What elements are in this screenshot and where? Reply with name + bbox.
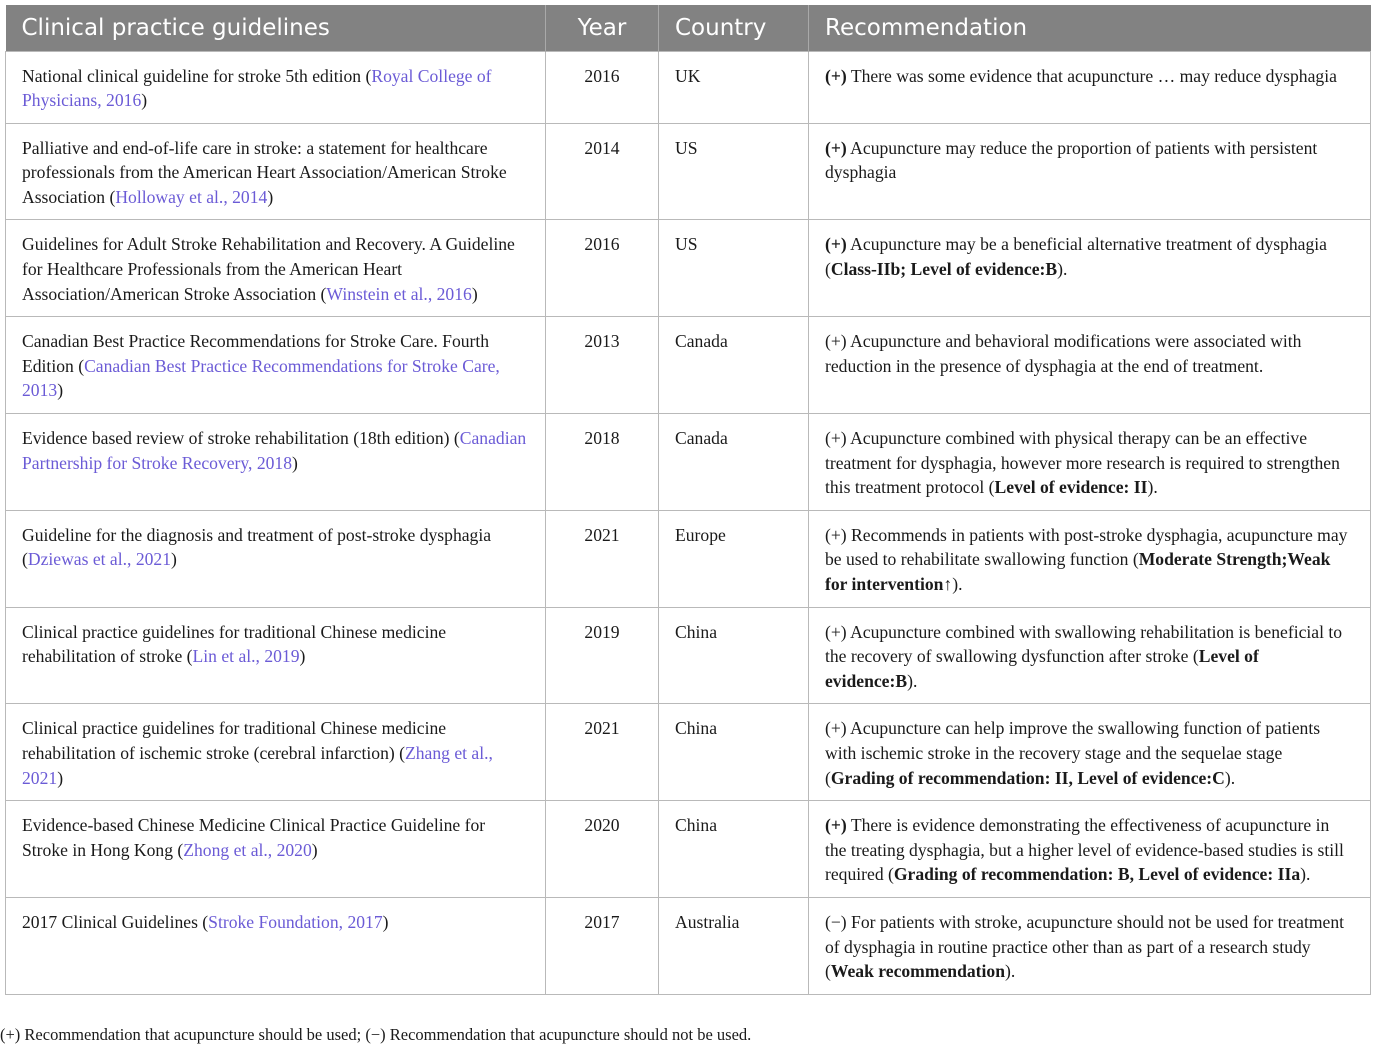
recommendation-bold-text: (+) <box>825 65 847 86</box>
citation-link[interactable]: Canadian Partnership for Stroke Recovery, 2018 <box>22 428 527 473</box>
recommendation-bold-text: Grading of recommendation: II, Level of evidence:C <box>830 767 1225 788</box>
citation-link[interactable]: Canadian Best Practice Recommendations for Stroke Care, 2013 <box>22 355 500 401</box>
table-row <box>6 897 1371 994</box>
year-cell: 2013 <box>546 317 659 414</box>
header-recommendation: Recommendation <box>809 5 1371 51</box>
guideline-cell <box>6 414 546 511</box>
year-cell: 2018 <box>546 414 659 511</box>
country-cell: US <box>659 220 809 317</box>
guideline-title: Evidence-based Chinese Medicine Clinical Practice Guideline for Stroke in Hong Kong ( <box>22 815 486 860</box>
citation-close: ) <box>57 767 64 788</box>
year-cell: 2017 <box>546 897 659 994</box>
recommendation-text: (+) Acupuncture combined with swallowing rehabilitation is beneficial to the recovery of swallowing dysfunction after stroke ( <box>825 621 1343 667</box>
country-cell: Europe <box>659 510 809 607</box>
guideline-title: Guidelines for Adult Stroke Rehabilitation and Recovery. A Guideline for Healthcare Professionals from the American Heart Association/American Stroke Association ( <box>22 234 515 304</box>
citation-close: ) <box>299 646 306 667</box>
citation-link[interactable]: Holloway et al., 2014 <box>115 186 268 207</box>
guideline-cell <box>6 704 546 801</box>
header-row <box>6 5 1371 51</box>
recommendation-text: Acupuncture may reduce the proportion of patients with persistent dysphagia <box>825 137 1318 183</box>
citation-close: ) <box>471 283 478 304</box>
citation-link[interactable]: Dziewas et al., 2021 <box>27 549 172 570</box>
table-row <box>6 317 1371 414</box>
recommendation-text: (+) Acupuncture combined with physical therapy can be an effective treatment for dysphagia, however more research is required to strengthen this treatment protocol ( <box>825 428 1340 498</box>
recommendation-bold-text: Grading of recommendation: B, Level of evidence: IIa <box>893 864 1301 885</box>
year-cell: 2021 <box>546 704 659 801</box>
guideline-title: Guideline for the diagnosis and treatment of post-stroke dysphagia ( <box>22 524 492 570</box>
citation-link[interactable]: Lin et al., 2019 <box>192 646 300 667</box>
recommendation-text: ). <box>1300 864 1311 885</box>
recommendation-text: ). <box>1147 477 1158 498</box>
recommendation-text: (−) For patients with stroke, acupuncture should not be used for treatment of dysphagia in routine practice other than as part of a research study ( <box>825 911 1345 982</box>
recommendation-cell <box>809 704 1371 801</box>
country-cell: Canada <box>659 414 809 511</box>
table-row <box>6 704 1371 801</box>
recommendation-bold-text: (+) <box>825 815 847 836</box>
recommendation-text: (+) Acupuncture and behavioral modifications were associated with reduction in the presence of dysphagia at the end of treatment. <box>825 331 1302 376</box>
recommendation-text: ). <box>907 670 918 691</box>
recommendation-cell <box>809 510 1371 607</box>
year-cell: 2014 <box>546 123 659 220</box>
recommendation-cell <box>809 897 1371 994</box>
guideline-cell <box>6 317 546 414</box>
citation-close: ) <box>267 186 274 207</box>
citation-link[interactable]: Zhang et al., 2021 <box>22 742 493 788</box>
table-row <box>6 51 1371 123</box>
citation-close: ) <box>141 90 148 111</box>
citation-close: ) <box>171 549 177 570</box>
recommendation-text: Acupuncture may be a beneficial alternative treatment of dysphagia ( <box>825 234 1327 280</box>
header-guidelines: Clinical practice guidelines <box>6 5 546 51</box>
citation-link[interactable]: Winstein et al., 2016 <box>326 283 472 304</box>
recommendation-text: There is evidence demonstrating the effectiveness of acupuncture in the treating dysphagia, but a higher level of evidence-based studies is still required ( <box>825 815 1344 885</box>
country-cell: China <box>659 801 809 898</box>
table-row <box>6 607 1371 704</box>
recommendation-text: ). <box>1057 259 1068 280</box>
guideline-title: National clinical guideline for stroke 5th edition ( <box>22 65 372 86</box>
guideline-title: Evidence based review of stroke rehabilitation (18th edition) ( <box>22 428 460 449</box>
recommendation-bold-text: Moderate Strength;Weak for intervention↑ <box>825 549 1331 594</box>
recommendation-text: ). <box>1224 767 1236 788</box>
guidelines-table-container <box>5 5 1370 995</box>
citation-close: ) <box>382 911 389 932</box>
citation-link[interactable]: Stroke Foundation, 2017 <box>208 911 383 932</box>
guideline-title: Canadian Best Practice Recommendations for Stroke Care. Fourth Edition ( <box>22 331 490 376</box>
country-cell: Australia <box>659 897 809 994</box>
guideline-cell <box>6 51 546 123</box>
country-cell: Canada <box>659 317 809 414</box>
recommendation-text: (+) Recommends in patients with post-stroke dysphagia, acupuncture may be used to rehabilitate swallowing function ( <box>825 524 1348 570</box>
year-cell: 2019 <box>546 607 659 704</box>
recommendation-cell <box>809 123 1371 220</box>
recommendation-cell <box>809 317 1371 414</box>
year-cell: 2021 <box>546 510 659 607</box>
table-row <box>6 123 1371 220</box>
recommendation-cell <box>809 220 1371 317</box>
recommendation-bold-text: Weak recommendation <box>830 961 1005 982</box>
header-year: Year <box>546 5 659 51</box>
guideline-title: Clinical practice guidelines for traditional Chinese medicine rehabilitation of ischemic stroke (cerebral infarction) ( <box>22 718 447 763</box>
header-country: Country <box>659 5 809 51</box>
citation-close: ) <box>57 380 64 401</box>
recommendation-bold-text: (+) <box>825 137 847 158</box>
recommendation-cell <box>809 607 1371 704</box>
citation-link[interactable]: Royal College of Physicians, 2016 <box>22 65 492 111</box>
country-cell: China <box>659 607 809 704</box>
guideline-cell <box>6 510 546 607</box>
citation-close: ) <box>292 452 298 473</box>
recommendation-cell <box>809 51 1371 123</box>
recommendation-bold-text: Class-IIb; Level of evidence:B <box>830 259 1058 280</box>
recommendation-bold-text: (+) <box>825 234 847 255</box>
recommendation-text: There was some evidence that acupuncture … may reduce dysphagia <box>846 65 1337 86</box>
guideline-cell <box>6 607 546 704</box>
table-row <box>6 801 1371 898</box>
table-row <box>6 220 1371 317</box>
guideline-cell <box>6 220 546 317</box>
citation-close: ) <box>311 839 318 860</box>
country-cell: UK <box>659 51 809 123</box>
guideline-cell <box>6 801 546 898</box>
guideline-title: Clinical practice guidelines for traditional Chinese medicine rehabilitation of stroke ( <box>22 621 447 667</box>
recommendation-text: ). <box>952 574 963 594</box>
table-footnote: (+) Recommendation that acupuncture should be used; (−) Recommendation that acupuncture should not be used. <box>0 1025 752 1044</box>
recommendation-bold-text: Level of evidence: II <box>994 477 1148 498</box>
guideline-title: Palliative and end-of-life care in stroke: a statement for healthcare professionals from the American Heart Association/American Stroke Association ( <box>22 137 507 207</box>
recommendation-bold-text: Level of evidence:B <box>825 646 1259 691</box>
guideline-cell <box>6 897 546 994</box>
guidelines-table <box>5 5 1371 995</box>
recommendation-text: (+) Acupuncture can help improve the swallowing function of patients with ischemic stroke in the recovery stage and the sequelae stage ( <box>825 718 1321 788</box>
guideline-cell <box>6 123 546 220</box>
recommendation-cell <box>809 414 1371 511</box>
table-row <box>6 510 1371 607</box>
guideline-title: 2017 Clinical Guidelines ( <box>22 911 209 932</box>
table-row <box>6 414 1371 511</box>
year-cell: 2020 <box>546 801 659 898</box>
recommendation-cell <box>809 801 1371 898</box>
year-cell: 2016 <box>546 51 659 123</box>
country-cell: China <box>659 704 809 801</box>
citation-link[interactable]: Zhong et al., 2020 <box>183 839 312 860</box>
country-cell: US <box>659 123 809 220</box>
recommendation-text: ). <box>1005 961 1016 982</box>
year-cell: 2016 <box>546 220 659 317</box>
